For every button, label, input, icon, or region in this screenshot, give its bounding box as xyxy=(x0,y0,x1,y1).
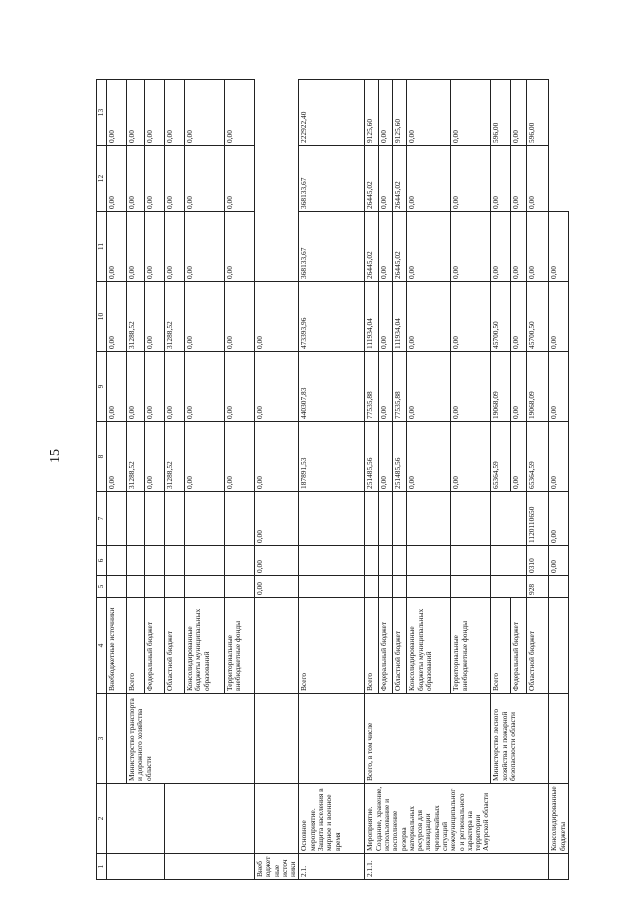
page-number: 15 xyxy=(48,449,63,463)
table-cell: Министерство транспорта и дорожного хозяйства области xyxy=(127,694,255,784)
table-cell xyxy=(185,576,225,598)
table-cell: 0,00 xyxy=(127,146,145,212)
table-cell: 0,00 xyxy=(225,282,255,352)
table-cell: Областной бюджет xyxy=(393,598,407,694)
table-cell: 0,00 xyxy=(407,422,451,492)
table-cell xyxy=(185,546,225,576)
table-cell: Федеральный бюджет xyxy=(511,598,527,694)
table-cell xyxy=(549,694,569,784)
table-cell: 0,00 xyxy=(451,80,491,146)
table-cell: 19068,09 xyxy=(491,352,511,422)
table-cell: 251485,56 xyxy=(365,422,379,492)
header-col-4: 4 xyxy=(97,598,107,694)
table-cell: 65364,59 xyxy=(491,422,511,492)
table-cell: Всего xyxy=(491,598,511,694)
table-cell: 187891,53 xyxy=(299,422,365,492)
table-cell xyxy=(145,492,165,546)
table-cell xyxy=(107,694,127,784)
table-cell: 0,00 xyxy=(451,146,491,212)
table-cell: 0,00 xyxy=(225,146,255,212)
table-cell: 0,00 xyxy=(407,80,451,146)
row-vsego-1 xyxy=(127,80,145,880)
table-cell xyxy=(407,546,451,576)
table-cell: 0,00 xyxy=(145,146,165,212)
table-cell: Консолидированные бюджеты муниципальных образований xyxy=(407,598,451,694)
table-cell xyxy=(185,492,225,546)
table-cell xyxy=(107,576,127,598)
table-cell: Федеральный бюджет xyxy=(379,598,393,694)
table-cell xyxy=(107,854,165,880)
table-cell: 77535,88 xyxy=(365,352,379,422)
table-cell xyxy=(299,694,365,784)
table-cell: 0,00 xyxy=(379,212,393,282)
table-cell: 0,00 xyxy=(379,282,393,352)
header-col-2: 2 xyxy=(97,784,107,854)
table-cell: 0,00 xyxy=(165,352,185,422)
table-cell: 0,00 xyxy=(145,212,165,282)
table-cell xyxy=(145,546,165,576)
table-cell xyxy=(393,576,407,598)
table-cell: 0,00 xyxy=(511,352,527,422)
table-cell: 111934,04 xyxy=(365,282,379,352)
table-cell: 0,00 xyxy=(107,80,127,146)
row-2-1-1-mchs-konsolid xyxy=(549,80,569,880)
table-cell: Областной бюджет xyxy=(165,598,185,694)
table-cell xyxy=(225,492,255,546)
table-cell xyxy=(407,492,451,546)
table-cell: Внебюджетные источники xyxy=(255,854,299,880)
table-cell: 0,00 xyxy=(549,546,569,576)
table-cell: 0,00 xyxy=(549,352,569,422)
table-cell: 0,00 xyxy=(407,352,451,422)
table-cell: 65364,59 xyxy=(527,422,549,492)
table-cell xyxy=(165,576,185,598)
table-cell xyxy=(127,576,145,598)
table-cell: 0,00 xyxy=(185,352,225,422)
row-vnebyudzh-2 xyxy=(255,80,299,880)
table-cell: 26445,02 xyxy=(393,146,407,212)
table-cell: 0,00 xyxy=(379,352,393,422)
table-cell: 0,00 xyxy=(451,282,491,352)
table-cell: 0,00 xyxy=(511,212,527,282)
table-cell: Мероприятие. Создание, хранение, использование и восполнение резерва материальных ресурсов для ликвидации чрезвычайных ситуаций межмуниципального и регионального характера на территории Амурской области xyxy=(365,784,549,854)
table-cell: 77535,88 xyxy=(393,352,407,422)
table-cell: 19068,09 xyxy=(527,352,549,422)
table-cell: 0,00 xyxy=(185,212,225,282)
table-cell: 9125,60 xyxy=(365,80,379,146)
table-cell: 0,00 xyxy=(225,80,255,146)
table-cell xyxy=(365,492,379,546)
table-cell: 596,00 xyxy=(527,80,549,146)
table-cell: 0,00 xyxy=(107,146,127,212)
table-cell: 0,00 xyxy=(255,422,299,492)
table-cell xyxy=(225,576,255,598)
table-cell xyxy=(451,492,491,546)
table-cell xyxy=(145,576,165,598)
table-cell: 0,00 xyxy=(145,352,165,422)
table-cell: Министерство лесного хозяйства и пожарной безопасности области xyxy=(491,694,549,784)
table-cell: 0,00 xyxy=(255,352,299,422)
table-cell xyxy=(379,576,393,598)
table-cell xyxy=(549,576,569,598)
table-cell: 0,00 xyxy=(127,80,145,146)
table-cell xyxy=(379,492,393,546)
table-cell: 473393,96 xyxy=(299,282,365,352)
table-cell xyxy=(225,546,255,576)
table-cell xyxy=(299,576,365,598)
table-cell: 0,00 xyxy=(527,146,549,212)
table-cell: 0,00 xyxy=(407,146,451,212)
table-cell xyxy=(365,546,379,576)
table-cell: 0,00 xyxy=(407,282,451,352)
table-cell: 0,00 xyxy=(107,212,127,282)
row-2-1-1-mchs-vsego xyxy=(491,80,511,880)
table-cell: 0,00 xyxy=(185,422,225,492)
table-cell xyxy=(165,546,185,576)
header-col-3: 3 xyxy=(97,694,107,784)
table-cell xyxy=(127,492,145,546)
table-cell: 0,00 xyxy=(255,282,299,352)
table-cell: 0,00 xyxy=(511,422,527,492)
table-cell: Областной бюджет xyxy=(527,598,549,694)
table-cell: 0,00 xyxy=(379,422,393,492)
table-cell: Всего xyxy=(365,598,379,694)
table-cell: 0310 xyxy=(527,546,549,576)
table-cell: 26445,02 xyxy=(393,212,407,282)
table-cell: 0,00 xyxy=(379,80,393,146)
table-cell: 31288,52 xyxy=(165,282,185,352)
table-cell: Всего xyxy=(299,598,365,694)
table-cell xyxy=(491,546,527,576)
table-cell: Всего, в том числе xyxy=(365,694,491,784)
table-cell: 0,00 xyxy=(225,212,255,282)
table-cell xyxy=(127,546,145,576)
table-cell: 0,00 xyxy=(127,212,145,282)
row-2-1-1-vsego xyxy=(365,80,379,880)
rotated-page-content xyxy=(96,80,567,880)
header-col-11: 11 xyxy=(97,212,107,282)
table-cell: 0,00 xyxy=(549,422,569,492)
table-cell: 0,00 xyxy=(451,422,491,492)
table-cell: 0,00 xyxy=(145,282,165,352)
table-cell xyxy=(549,854,569,880)
table-cell: 368133,67 xyxy=(299,146,365,212)
table-cell xyxy=(491,492,527,546)
table-cell xyxy=(491,576,527,598)
table-cell: 251485,56 xyxy=(393,422,407,492)
table-cell: 0,00 xyxy=(185,80,225,146)
table-cell: 111934,04 xyxy=(393,282,407,352)
table-cell xyxy=(549,598,569,694)
table-cell: 0,00 xyxy=(511,80,527,146)
table-cell xyxy=(393,492,407,546)
table-cell: 31288,52 xyxy=(165,422,185,492)
header-col-7: 7 xyxy=(97,492,107,546)
table-cell: Всего xyxy=(127,598,145,694)
header-col-10: 10 xyxy=(97,282,107,352)
table-cell: 222922,40 xyxy=(299,80,365,146)
table-cell: Консолидированные бюджеты xyxy=(549,784,569,854)
table-cell xyxy=(165,854,255,880)
table-cell: 31288,52 xyxy=(127,422,145,492)
table-cell: Основное мероприятие. Защита населения в мирное и военное время xyxy=(299,784,365,854)
table-cell: 26445,02 xyxy=(365,146,379,212)
table-cell xyxy=(255,694,299,784)
table-cell xyxy=(451,576,491,598)
row-2-1 xyxy=(299,80,365,880)
table-cell: 0,00 xyxy=(511,146,527,212)
table-cell: 0,00 xyxy=(165,146,185,212)
table-cell: 26445,02 xyxy=(365,212,379,282)
table-cell: 31288,52 xyxy=(127,282,145,352)
table-cell: 368133,67 xyxy=(299,212,365,282)
header-col-6: 6 xyxy=(97,546,107,576)
header-col-13: 13 xyxy=(97,80,107,146)
table-cell: Консолидированные бюджеты муниципальных образований xyxy=(185,598,225,694)
table-cell xyxy=(365,576,379,598)
table-cell: 1120110650 xyxy=(527,492,549,546)
table-cell: 928 xyxy=(527,576,549,598)
table-cell xyxy=(107,784,165,854)
table-cell: 0,00 xyxy=(107,282,127,352)
header-col-1: 1 xyxy=(97,854,107,880)
header-row xyxy=(97,80,107,880)
table-container xyxy=(96,80,567,880)
table-cell: 0,00 xyxy=(379,146,393,212)
row-vnebyudzh-1 xyxy=(107,80,127,880)
table-cell: 0,00 xyxy=(165,80,185,146)
table-cell: 0,00 xyxy=(255,576,299,598)
table-cell: 0,00 xyxy=(185,146,225,212)
table-cell: 0,00 xyxy=(549,492,569,546)
table-cell xyxy=(407,576,451,598)
table-cell: 0,00 xyxy=(407,212,451,282)
table-cell: 0,00 xyxy=(107,422,127,492)
table-cell: 0,00 xyxy=(451,212,491,282)
table-cell: 0,00 xyxy=(491,212,511,282)
budget-table xyxy=(96,79,569,880)
table-cell: Федеральный бюджет xyxy=(145,598,165,694)
table-cell: 0,00 xyxy=(225,422,255,492)
table-cell: 0,00 xyxy=(165,212,185,282)
table-cell xyxy=(393,546,407,576)
table-cell: Внебюджетные источники xyxy=(107,598,127,694)
table-cell: 0,00 xyxy=(255,492,299,546)
table-cell: 0,00 xyxy=(491,146,511,212)
table-cell: 0,00 xyxy=(549,282,569,352)
table-cell: 596,00 xyxy=(491,80,511,146)
header-col-12: 12 xyxy=(97,146,107,212)
table-cell: 0,00 xyxy=(527,212,549,282)
table-cell xyxy=(165,784,255,854)
table-cell: 0,00 xyxy=(107,352,127,422)
table-cell: 2.1.1. xyxy=(365,854,549,880)
table-cell: 9125,60 xyxy=(393,80,407,146)
table-cell: 0,00 xyxy=(145,80,165,146)
table-cell: 0,00 xyxy=(549,212,569,282)
table-cell: Территориальные внебюджетные фонды xyxy=(225,598,255,694)
table-cell xyxy=(107,492,127,546)
table-cell: Территориальные внебюджетные фонды xyxy=(451,598,491,694)
table-cell: 0,00 xyxy=(511,282,527,352)
table-cell xyxy=(299,492,365,546)
table-cell: 45700,50 xyxy=(491,282,511,352)
table-cell xyxy=(379,546,393,576)
table-cell: 0,00 xyxy=(185,282,225,352)
table-cell xyxy=(451,546,491,576)
table-cell xyxy=(107,546,127,576)
table-cell xyxy=(165,492,185,546)
table-cell: 0,00 xyxy=(127,352,145,422)
table-cell xyxy=(255,784,299,854)
table-cell: 45700,50 xyxy=(527,282,549,352)
header-col-9: 9 xyxy=(97,352,107,422)
header-col-5: 5 xyxy=(97,576,107,598)
table-cell: 440307,83 xyxy=(299,352,365,422)
table-cell: 2.1. xyxy=(299,854,365,880)
table-cell: 0,00 xyxy=(225,352,255,422)
table-cell: 0,00 xyxy=(145,422,165,492)
table-cell xyxy=(255,598,299,694)
table-cell: 0,00 xyxy=(451,352,491,422)
header-col-8: 8 xyxy=(97,422,107,492)
table-cell xyxy=(299,546,365,576)
table-cell: 0,00 xyxy=(255,546,299,576)
